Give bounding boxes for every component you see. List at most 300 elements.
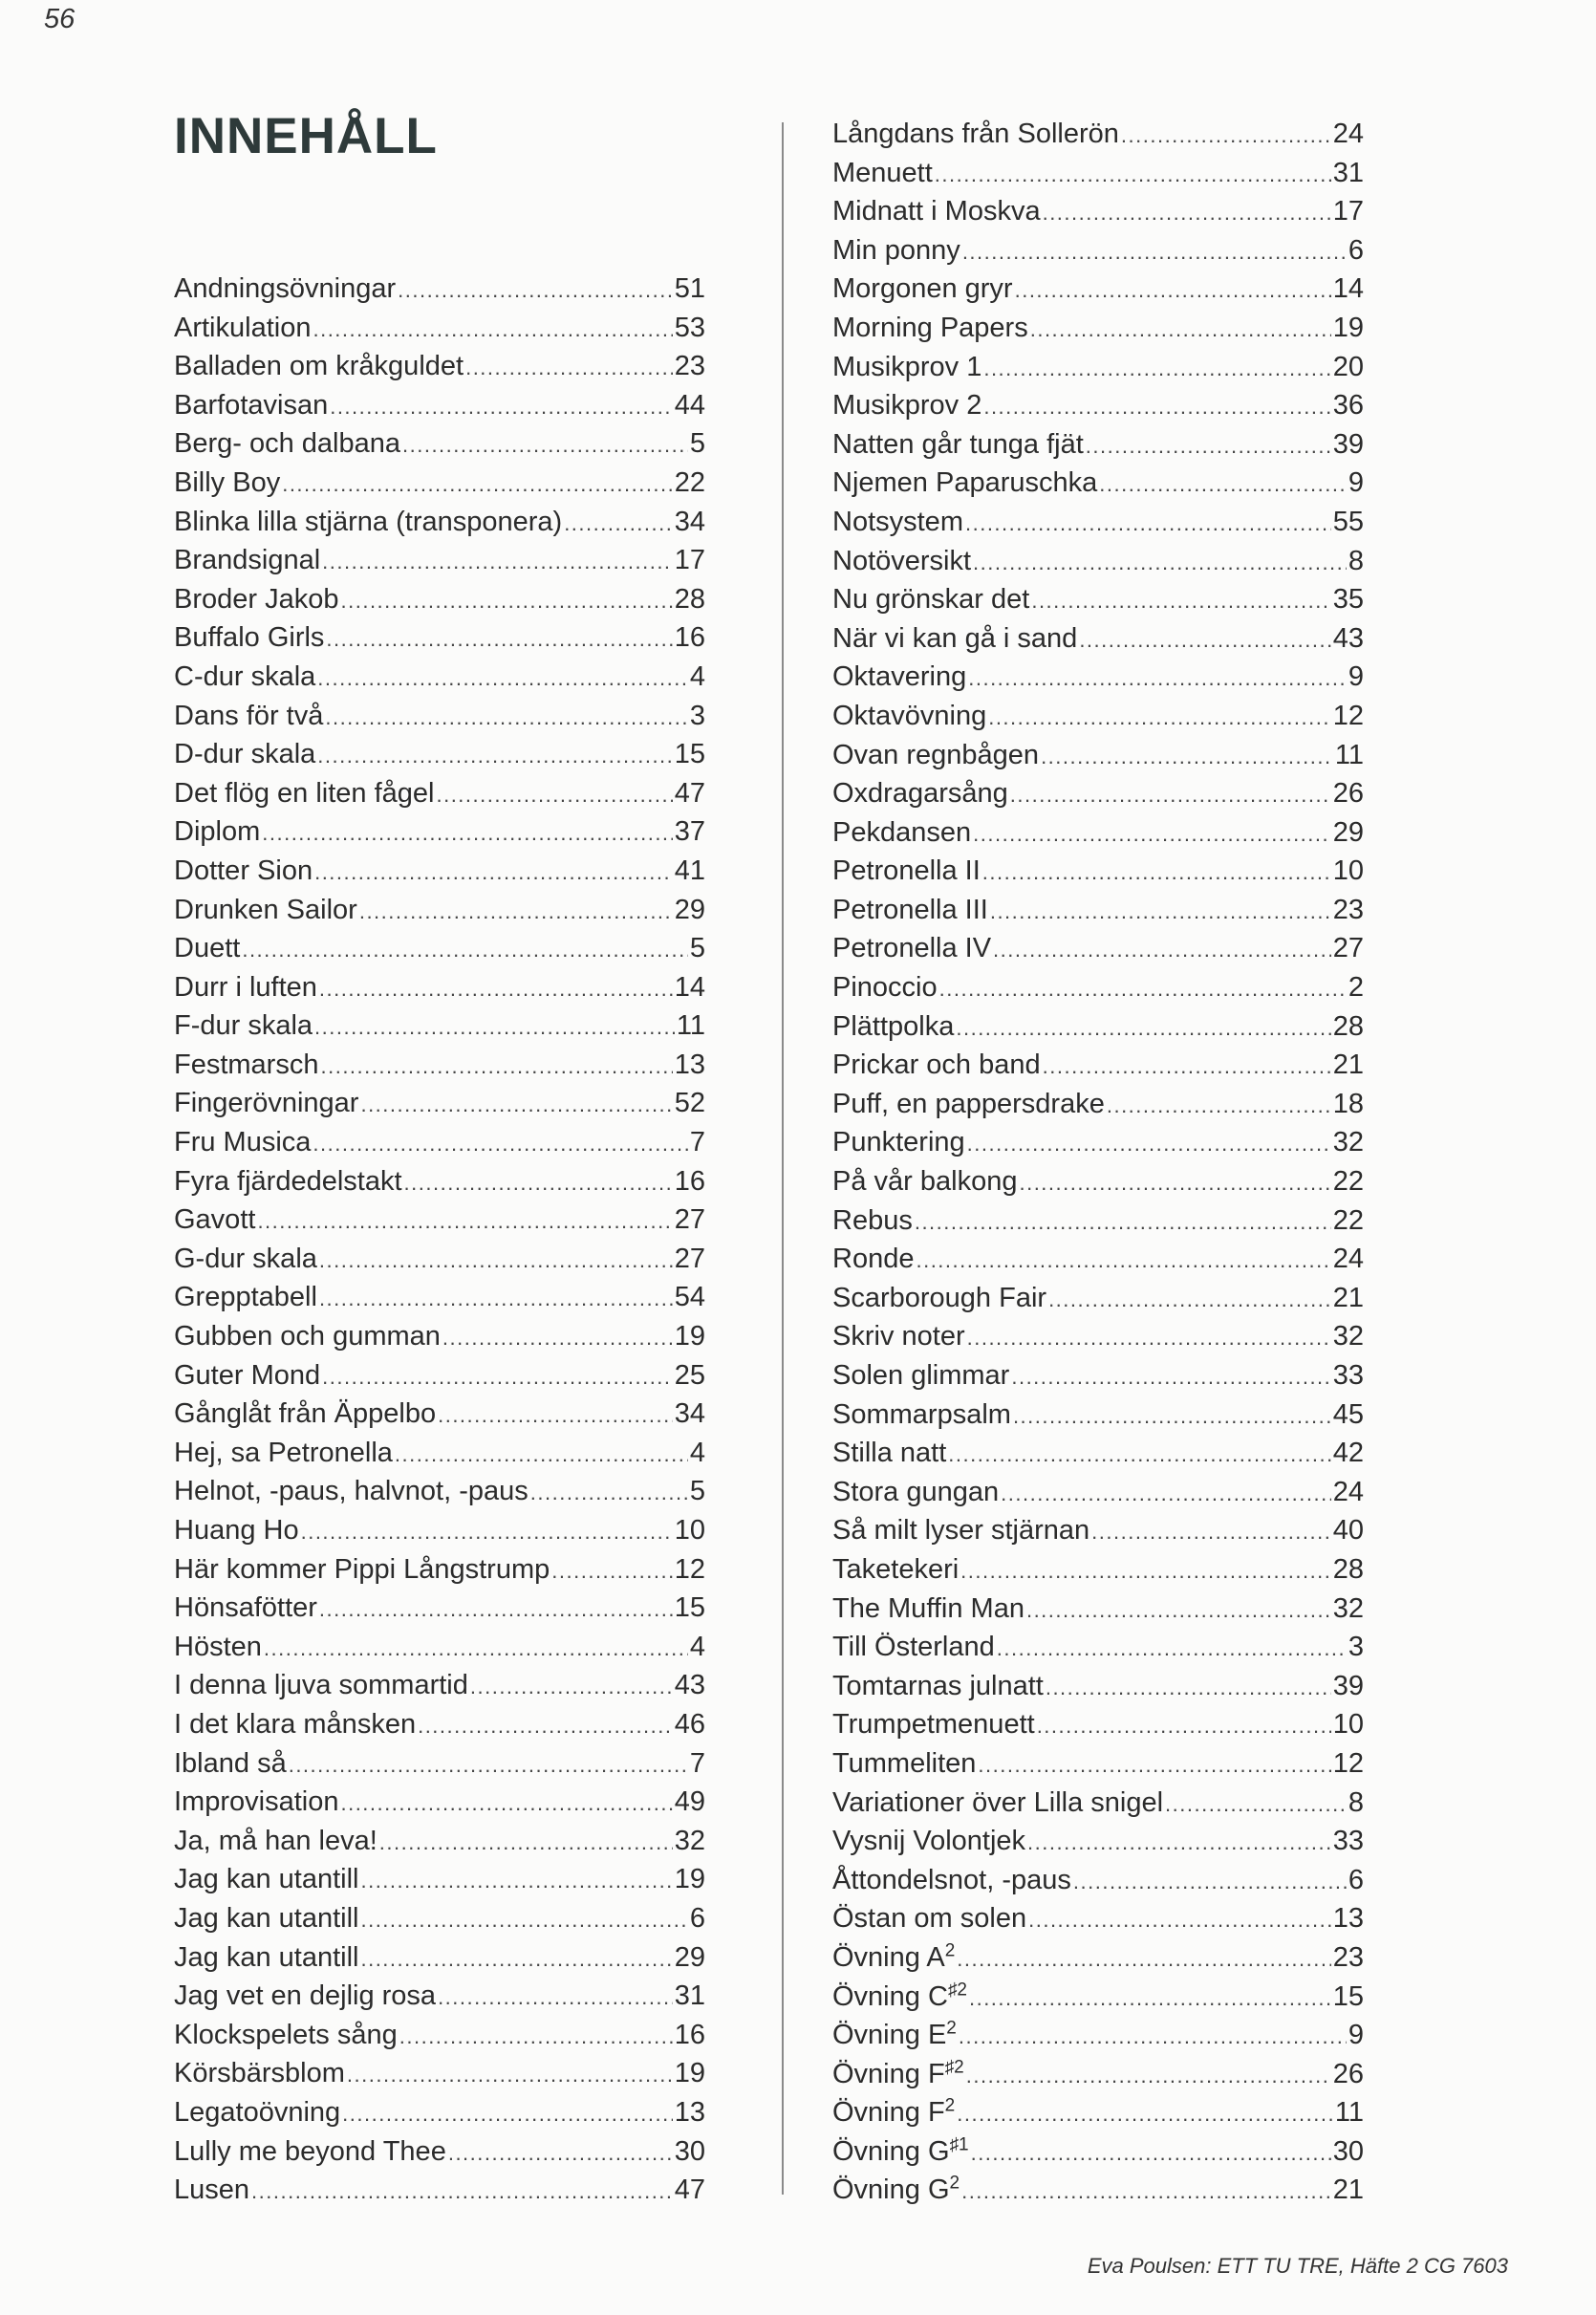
toc-entry xyxy=(174,2171,705,2210)
dot-leader xyxy=(1073,1863,1347,1902)
toc-entry-title: Östan om solen xyxy=(832,1903,1027,1935)
toc-entry-page: 33 xyxy=(1332,1360,1364,1391)
toc-entry-page: 14 xyxy=(674,971,705,1003)
dot-leader xyxy=(330,388,673,427)
toc-entry-title: Broder Jakob xyxy=(174,583,339,615)
toc-entry xyxy=(174,697,705,736)
dot-leader xyxy=(1091,1513,1331,1552)
toc-entry-title: Oktavering xyxy=(832,661,967,693)
toc-entry-page: 30 xyxy=(1332,2135,1364,2167)
toc-entry-page: 23 xyxy=(674,351,705,382)
dot-leader xyxy=(470,1668,673,1707)
toc-entry-title: Övning $G^2$ xyxy=(832,2173,960,2206)
toc-entry-page: 32 xyxy=(1332,1321,1364,1352)
toc-entry-page: 21 xyxy=(1332,1282,1364,1313)
toc-entry-page: 26 xyxy=(1332,778,1364,810)
toc-entry xyxy=(832,1705,1364,1744)
dot-leader xyxy=(939,970,1347,1009)
toc-entry-title: Billy Boy xyxy=(174,466,281,498)
toc-entry-title: Puff, en pappersdrake xyxy=(832,1088,1105,1119)
toc-entry xyxy=(174,1511,705,1550)
toc-entry xyxy=(832,1667,1364,1706)
toc-entry-page: 53 xyxy=(674,312,705,343)
dot-leader xyxy=(1028,1901,1331,1940)
toc-entry-title: Körsbärsblom xyxy=(174,2058,345,2089)
toc-entry xyxy=(832,619,1364,659)
toc-entry-page: 6 xyxy=(1348,234,1364,266)
toc-entry xyxy=(832,2171,1364,2210)
toc-entry xyxy=(832,1162,1364,1201)
toc-entry-page: 19 xyxy=(1332,312,1364,343)
toc-entry-title: Musikprov 1 xyxy=(832,351,982,382)
toc-entry-superscript: 2 xyxy=(944,2095,956,2116)
toc-entry xyxy=(832,425,1364,465)
toc-entry xyxy=(832,968,1364,1007)
dot-leader xyxy=(564,505,673,544)
toc-entry xyxy=(174,1084,705,1123)
dot-leader xyxy=(242,931,688,970)
dot-leader xyxy=(1001,1475,1331,1514)
toc-entry xyxy=(174,386,705,425)
toc-entry-title: Legatoövning xyxy=(174,2096,341,2128)
toc-entry-title: Övning $F^{♯2}$ xyxy=(832,2057,964,2089)
dot-leader xyxy=(961,2173,1331,2212)
toc-entry-title: Sommarpsalm xyxy=(832,1398,1011,1430)
toc-entry-page: 10 xyxy=(1332,855,1364,887)
toc-entry-superscript: 2 xyxy=(946,2018,957,2039)
toc-entry xyxy=(832,736,1364,775)
toc-entry-page: 22 xyxy=(1332,1166,1364,1198)
toc-entry xyxy=(174,1977,705,2016)
toc-entry xyxy=(174,2132,705,2172)
toc-entry-title: Nu grönskar det xyxy=(832,584,1030,616)
footer-credit: Eva Poulsen: ETT TU TRE, Häfte 2 CG 7603 xyxy=(1087,2254,1508,2278)
dot-leader xyxy=(982,854,1331,893)
toc-entry-page: 6 xyxy=(1348,1864,1364,1895)
toc-entry-page: 22 xyxy=(1332,1204,1364,1236)
dot-leader xyxy=(325,699,688,738)
toc-entry xyxy=(174,735,705,774)
toc-entry xyxy=(174,1317,705,1356)
dot-leader xyxy=(360,1862,672,1901)
toc-entry-title: I det klara månsken xyxy=(174,1708,417,1740)
toc-entry xyxy=(174,1744,705,1784)
toc-entry-title: När vi kan gå i sand xyxy=(832,622,1078,654)
dot-leader xyxy=(289,1746,688,1785)
toc-entry-title: Artikulation xyxy=(174,312,312,343)
toc-entry-title: Övning $F^2$ xyxy=(832,2095,956,2129)
toc-entry-page: 7 xyxy=(689,1127,705,1158)
dot-leader xyxy=(997,1630,1347,1669)
toc-entry-page: 12 xyxy=(1332,700,1364,731)
toc-entry-page: 13 xyxy=(1332,1903,1364,1935)
toc-entry xyxy=(832,1201,1364,1241)
toc-entry xyxy=(174,1434,705,1473)
toc-entry xyxy=(832,1590,1364,1629)
toc-entry-page: 13 xyxy=(674,2096,705,2128)
toc-entry xyxy=(832,2055,1364,2094)
dot-leader xyxy=(319,1242,673,1281)
toc-entry-page: 20 xyxy=(1332,351,1364,382)
toc-entry-title: Brandsignal xyxy=(174,545,321,576)
toc-entry-page: 27 xyxy=(674,1243,705,1274)
toc-entry-page: 14 xyxy=(1332,273,1364,305)
toc-entry xyxy=(174,1006,705,1046)
dot-leader xyxy=(418,1707,673,1746)
toc-entry-title: Stilla natt xyxy=(832,1438,947,1469)
dot-leader xyxy=(360,1086,672,1125)
dot-leader xyxy=(436,776,672,815)
toc-entry-title: Taketekeri xyxy=(832,1553,960,1585)
toc-entry-page: 39 xyxy=(1332,1670,1364,1701)
toc-entry xyxy=(832,1899,1364,1938)
dot-leader xyxy=(551,1552,672,1591)
toc-entry-title: Hönsafötter xyxy=(174,1592,317,1624)
toc-entry xyxy=(174,424,705,464)
dot-leader xyxy=(957,1940,1330,1980)
dot-leader xyxy=(402,426,688,465)
toc-entry-page: 16 xyxy=(674,622,705,654)
toc-entry xyxy=(832,1511,1364,1550)
toc-entry-title: Musikprov 2 xyxy=(832,390,982,422)
toc-entry-page: 54 xyxy=(674,1282,705,1313)
toc-left-column xyxy=(174,270,705,2210)
toc-entry-page: 8 xyxy=(1348,1786,1364,1818)
toc-entry-page: 49 xyxy=(674,1786,705,1818)
toc-entry-title: I denna ljuva sommartid xyxy=(174,1670,468,1701)
toc-entry-page: 44 xyxy=(674,389,705,421)
toc-entry-title: Plättpolka xyxy=(832,1010,955,1042)
toc-entry xyxy=(174,503,705,542)
toc-entry xyxy=(174,618,705,658)
dot-leader xyxy=(438,1396,673,1436)
toc-entry-page: 43 xyxy=(674,1670,705,1701)
toc-entry-superscript: ♯1 xyxy=(949,2134,969,2155)
toc-entry-title: Ronde xyxy=(832,1244,915,1275)
toc-entry xyxy=(174,1550,705,1590)
dot-leader xyxy=(990,893,1331,932)
dot-leader xyxy=(971,2134,1331,2174)
toc-entry-page: 18 xyxy=(1332,1088,1364,1119)
toc-entry-page: 15 xyxy=(674,1592,705,1624)
toc-entry-title: Improvisation xyxy=(174,1786,339,1818)
toc-entry-title: Fingerövningar xyxy=(174,1088,359,1119)
toc-entry xyxy=(832,1784,1364,1823)
toc-entry-page: 9 xyxy=(1348,467,1364,499)
dot-leader xyxy=(257,1202,672,1242)
toc-entry xyxy=(832,1395,1364,1435)
toc-entry-title: Petronella II xyxy=(832,855,981,887)
toc-entry-title: Petronella IV xyxy=(832,933,992,964)
dot-leader xyxy=(314,1008,675,1048)
toc-entry-title: Notöversikt xyxy=(832,545,972,576)
dot-leader xyxy=(1046,1669,1331,1708)
toc-entry-title: Andningsövningar xyxy=(174,273,397,304)
toc-entry-title: Durr i luften xyxy=(174,971,317,1003)
dot-leader xyxy=(320,1048,672,1087)
dot-leader xyxy=(1099,465,1347,505)
toc-entry-page: 24 xyxy=(1332,1244,1364,1275)
dot-leader xyxy=(1011,1358,1330,1397)
toc-entry-page: 47 xyxy=(674,2174,705,2206)
toc-entry-title: Notsystem xyxy=(832,506,963,537)
toc-entry-page: 6 xyxy=(689,1902,705,1934)
toc-entry xyxy=(832,1628,1364,1667)
dot-leader xyxy=(379,1824,673,1863)
toc-entry xyxy=(174,1666,705,1705)
toc-entry xyxy=(832,697,1364,736)
toc-entry-title: Scarborough Fair xyxy=(832,1282,1047,1313)
dot-leader xyxy=(967,1319,1331,1358)
toc-entry xyxy=(832,464,1364,503)
toc-entry-page: 37 xyxy=(674,816,705,848)
toc-entry-title: Rebus xyxy=(832,1204,913,1236)
toc-entry-page: 9 xyxy=(1348,2020,1364,2051)
toc-entry xyxy=(832,1085,1364,1124)
dot-leader xyxy=(282,465,673,505)
toc-entry xyxy=(174,812,705,852)
toc-entry-page: 27 xyxy=(1332,933,1364,964)
dot-leader xyxy=(313,311,672,350)
toc-entry xyxy=(174,1589,705,1628)
dot-leader xyxy=(1041,738,1333,777)
toc-entry xyxy=(174,774,705,813)
dot-leader xyxy=(1027,1824,1331,1863)
toc-entry-title: Variationer över Lilla snigel xyxy=(832,1786,1164,1818)
toc-entry-page: 28 xyxy=(1332,1553,1364,1585)
toc-entry-title: Buffalo Girls xyxy=(174,622,325,654)
dot-leader xyxy=(322,1358,673,1397)
toc-entry-title: Midnatt i Moskva xyxy=(832,196,1041,227)
dot-leader xyxy=(319,970,673,1009)
toc-entry xyxy=(174,1278,705,1317)
toc-entry-title: Oxdragarsång xyxy=(832,778,1008,810)
dot-leader xyxy=(359,893,673,932)
dot-leader xyxy=(983,388,1330,427)
dot-leader xyxy=(313,1125,687,1164)
toc-entry xyxy=(832,1279,1364,1318)
toc-entry-title: Huang Ho xyxy=(174,1515,299,1546)
toc-entry-title: Natten går tunga fjät xyxy=(832,428,1084,460)
dot-leader xyxy=(395,1436,688,1475)
dot-leader xyxy=(264,1630,688,1669)
toc-entry-page: 5 xyxy=(689,933,705,964)
toc-entry xyxy=(174,1472,705,1511)
toc-entry xyxy=(832,929,1364,968)
dot-leader xyxy=(960,1552,1331,1591)
column-divider xyxy=(782,122,784,2195)
dot-leader xyxy=(399,2018,673,2057)
toc-entry-title: Hej, sa Petronella xyxy=(174,1437,393,1468)
toc-entry-superscript: 2 xyxy=(949,2173,960,2194)
toc-entry-title: Övning $E^2$ xyxy=(832,2018,957,2051)
toc-entry-title: Åttondelsnot, -paus xyxy=(832,1864,1071,1895)
toc-entry xyxy=(832,1861,1364,1900)
toc-entry-title: Gubben och gumman xyxy=(174,1321,441,1352)
toc-entry-page: 5 xyxy=(689,428,705,460)
toc-entry-title: Lusen xyxy=(174,2174,250,2206)
toc-entry-page: 46 xyxy=(674,1708,705,1740)
dot-leader xyxy=(530,1474,688,1513)
toc-entry xyxy=(832,1317,1364,1356)
toc-entry-page: 17 xyxy=(674,545,705,576)
dot-leader xyxy=(968,660,1347,699)
dot-leader xyxy=(262,814,672,854)
toc-entry-superscript: 2 xyxy=(944,1940,956,1961)
toc-entry-page: 25 xyxy=(674,1359,705,1391)
toc-entry xyxy=(832,774,1364,813)
toc-entry xyxy=(832,891,1364,930)
toc-entry-title: På vår balkong xyxy=(832,1166,1018,1198)
toc-entry-title: Morgonen gryr xyxy=(832,273,1013,305)
dot-leader xyxy=(969,1980,1331,2019)
dot-leader xyxy=(915,1203,1331,1243)
dot-leader xyxy=(973,815,1331,855)
toc-entry-title: Här kommer Pippi Långstrump xyxy=(174,1553,550,1585)
toc-entry-page: 11 xyxy=(1334,2097,1364,2129)
toc-entry-title: Jag kan utantill xyxy=(174,1864,359,1895)
dot-leader xyxy=(978,1746,1330,1785)
toc-entry-page: 8 xyxy=(1348,545,1364,576)
toc-entry-page: 19 xyxy=(674,1864,705,1895)
dot-leader xyxy=(1121,117,1331,156)
dot-leader xyxy=(1043,1048,1331,1087)
toc-entry xyxy=(174,580,705,619)
toc-entry xyxy=(832,1473,1364,1512)
toc-entry xyxy=(174,1783,705,1822)
toc-entry-page: 28 xyxy=(1332,1010,1364,1042)
dot-leader xyxy=(1031,582,1330,621)
toc-entry-title: Min ponny xyxy=(832,234,960,266)
toc-entry xyxy=(832,503,1364,542)
toc-entry-title: Njemen Paparuschka xyxy=(832,467,1098,499)
toc-entry xyxy=(174,968,705,1007)
toc-entry xyxy=(832,813,1364,853)
dot-leader xyxy=(1043,194,1331,233)
toc-entry-page: 32 xyxy=(674,1825,705,1856)
toc-entry-title: Gånglåt från Äppelbo xyxy=(174,1398,437,1430)
toc-entry-page: 29 xyxy=(674,1941,705,1973)
toc-entry-title: Menuett xyxy=(832,157,933,188)
toc-entry-title: Övning $G^{♯1}$ xyxy=(832,2134,969,2167)
toc-entry-page: 4 xyxy=(689,1631,705,1662)
toc-entry-page: 13 xyxy=(674,1049,705,1080)
toc-entry-title: The Muffin Man xyxy=(832,1592,1024,1624)
toc-entry-page: 23 xyxy=(1332,894,1364,925)
toc-entry xyxy=(174,929,705,968)
toc-entry-superscript: ♯2 xyxy=(947,1979,967,2000)
dot-leader xyxy=(973,544,1347,583)
toc-entry-title: Dans för två xyxy=(174,700,324,731)
toc-entry xyxy=(174,1356,705,1395)
toc-entry-title: Duett xyxy=(174,933,241,964)
toc-entry-page: 30 xyxy=(674,2135,705,2167)
dot-leader xyxy=(1079,621,1330,660)
toc-entry-page: 32 xyxy=(1332,1592,1364,1624)
dot-leader xyxy=(1165,1785,1347,1825)
toc-entry-page: 11 xyxy=(1334,739,1364,770)
toc-entry xyxy=(832,2016,1364,2055)
toc-entry-title: F-dur skala xyxy=(174,1010,313,1042)
toc-entry xyxy=(174,2016,705,2055)
toc-entry-page: 9 xyxy=(1348,661,1364,693)
toc-entry-page: 26 xyxy=(1332,2058,1364,2089)
toc-entry xyxy=(832,309,1364,348)
dot-leader xyxy=(314,854,673,893)
dot-leader xyxy=(1015,271,1331,311)
toc-entry-title: Grepptabell xyxy=(174,1282,317,1313)
toc-entry-page: 51 xyxy=(674,273,705,304)
toc-entry xyxy=(832,1434,1364,1473)
toc-entry-page: 36 xyxy=(1332,390,1364,422)
dot-leader xyxy=(340,1785,672,1824)
toc-entry xyxy=(832,270,1364,309)
toc-entry-title: Festmarsch xyxy=(174,1049,319,1080)
page-number: 56 xyxy=(44,4,75,34)
dot-leader xyxy=(319,1590,673,1630)
toc-entry-page: 11 xyxy=(676,1010,705,1042)
toc-entry xyxy=(832,2132,1364,2172)
dot-leader xyxy=(1037,1707,1331,1746)
dot-leader xyxy=(326,620,672,660)
toc-entry-page: 5 xyxy=(689,1476,705,1507)
dot-leader xyxy=(1019,1164,1330,1203)
toc-entry xyxy=(174,1899,705,1938)
toc-entry-page: 21 xyxy=(1332,1049,1364,1081)
toc-entry xyxy=(174,658,705,697)
dot-leader xyxy=(1030,311,1331,350)
toc-entry xyxy=(174,1822,705,1861)
dot-leader xyxy=(983,350,1330,389)
toc-entry xyxy=(174,1123,705,1162)
toc-entry-title: Helnot, -paus, halvnot, -paus xyxy=(174,1476,528,1507)
toc-entry-title: Tummeliten xyxy=(832,1747,977,1779)
dot-leader xyxy=(251,2173,673,2212)
toc-entry-page: 2 xyxy=(1348,972,1364,1004)
dot-leader xyxy=(360,1901,687,1940)
dot-leader xyxy=(956,1009,1330,1049)
toc-entry-page: 43 xyxy=(1332,622,1364,654)
toc-entry-page: 22 xyxy=(674,466,705,498)
dot-leader xyxy=(1107,1087,1331,1126)
dot-leader xyxy=(360,1940,672,1980)
toc-entry-page: 12 xyxy=(674,1553,705,1585)
toc-entry-title: G-dur skala xyxy=(174,1243,317,1274)
toc-entry-title: Fyra fjärdedelstakt xyxy=(174,1165,402,1197)
dot-leader xyxy=(1048,1281,1331,1320)
toc-entry-page: 3 xyxy=(689,700,705,731)
toc-entry xyxy=(832,580,1364,619)
page-title: INNEHÅLL xyxy=(174,108,438,164)
toc-entry xyxy=(174,891,705,930)
toc-entry xyxy=(832,1123,1364,1162)
toc-entry-title: Morning Papers xyxy=(832,312,1028,343)
dot-leader xyxy=(993,931,1331,970)
toc-entry-title: Pinoccio xyxy=(832,972,938,1004)
toc-entry-title: Jag kan utantill xyxy=(174,1902,359,1934)
toc-entry-page: 23 xyxy=(1332,1941,1364,1973)
toc-entry-title: Långdans från Sollerön xyxy=(832,119,1119,149)
toc-entry-page: 4 xyxy=(689,660,705,692)
toc-entry-title: Jag kan utantill xyxy=(174,1941,359,1973)
dot-leader xyxy=(465,349,673,388)
toc-entry xyxy=(832,1822,1364,1861)
toc-entry-page: 39 xyxy=(1332,428,1364,460)
toc-entry-title: Så milt lyser stjärnan xyxy=(832,1515,1090,1547)
toc-entry-page: 27 xyxy=(674,1204,705,1236)
dot-leader xyxy=(448,2134,673,2174)
toc-entry-page: 31 xyxy=(674,1980,705,2012)
